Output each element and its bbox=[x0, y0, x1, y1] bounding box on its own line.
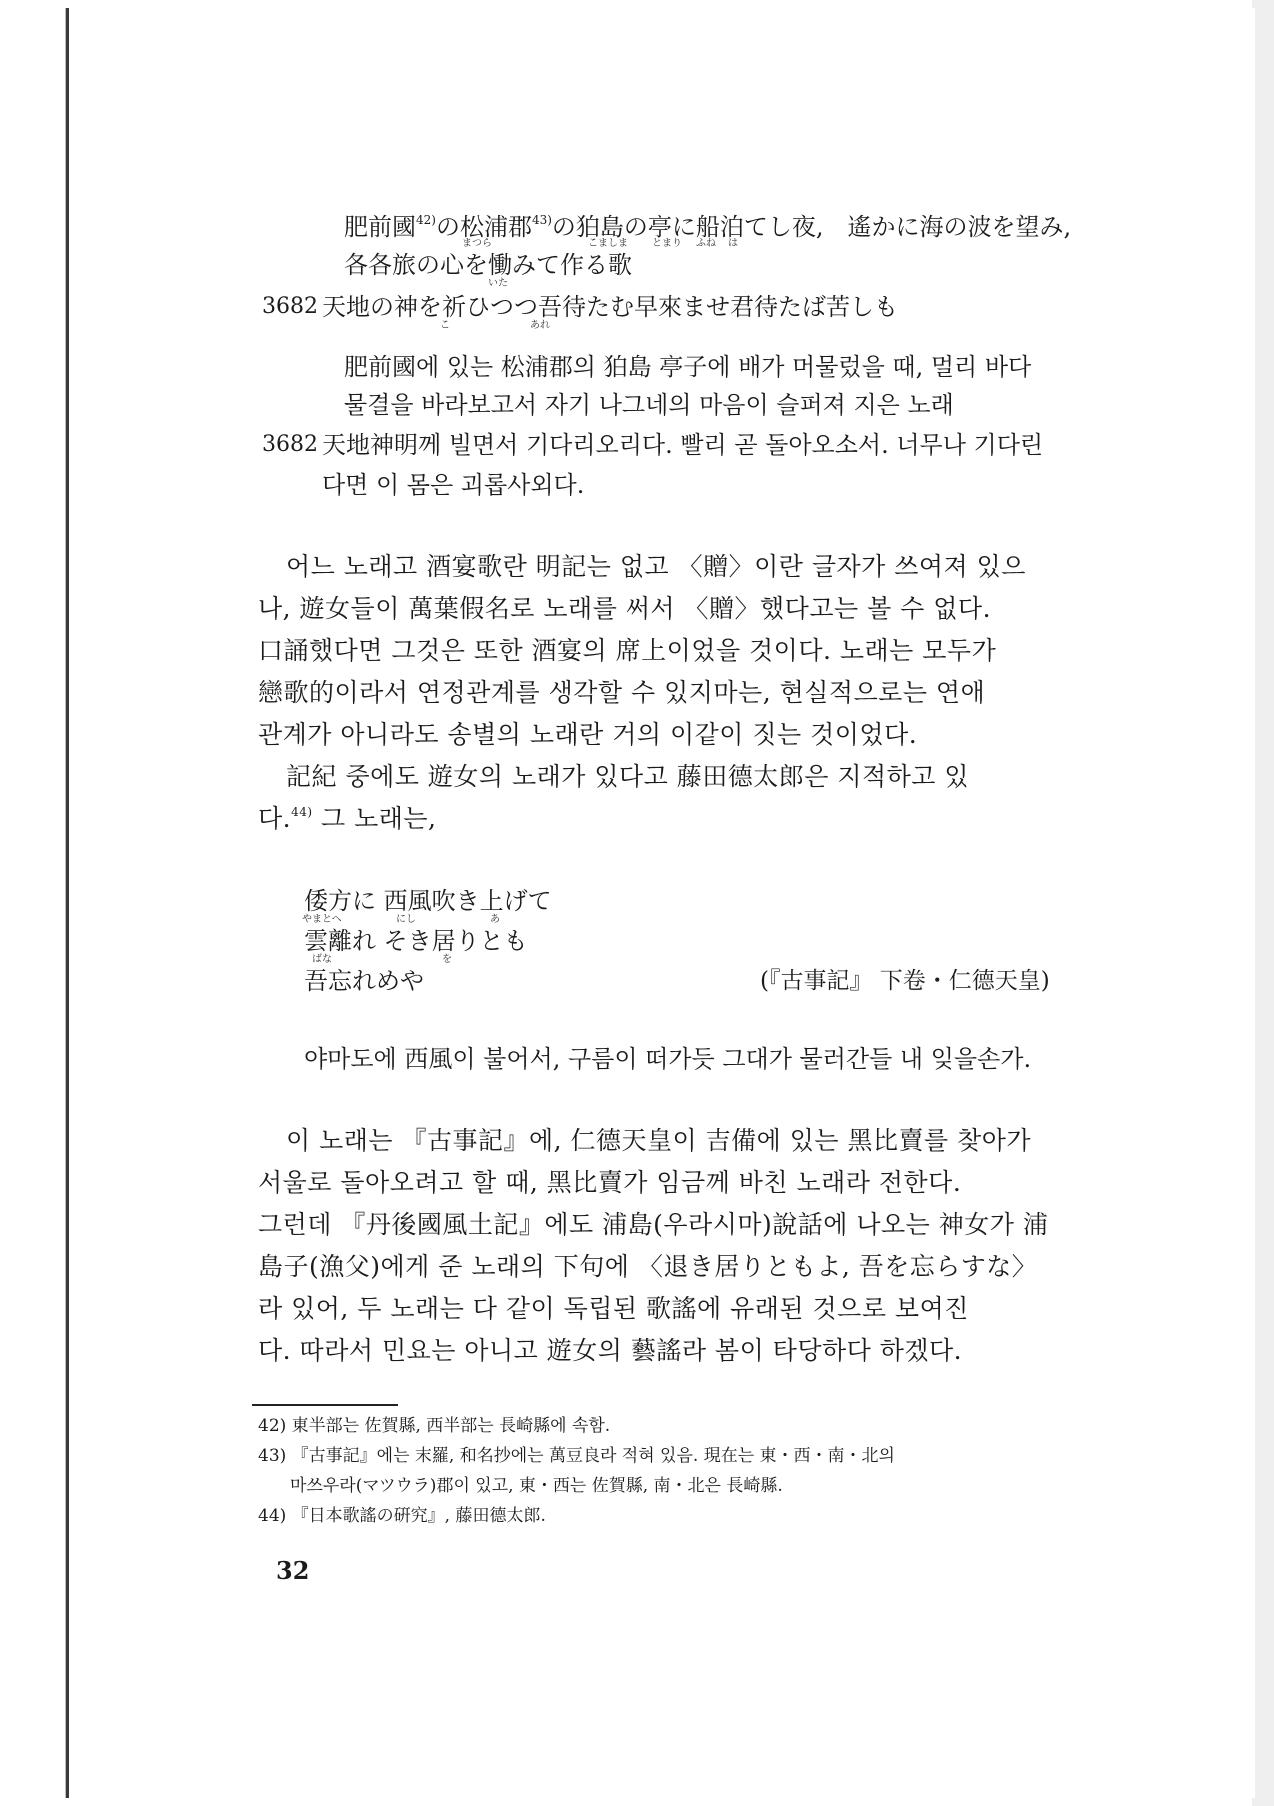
translation1-line1: 肥前國에 있는 松浦郡의 狛島 亭子에 배가 머물렀을 때, 멀리 바다 bbox=[344, 353, 1032, 381]
footnote-ref-44: 44) bbox=[291, 804, 313, 819]
ruby-a: あ bbox=[490, 914, 500, 925]
para1-line: 관계가 아니라도 송별의 노래란 거의 이같이 짓는 것이었다. bbox=[258, 720, 918, 749]
page-edge bbox=[1252, 0, 1274, 1806]
ruby-ko: こ bbox=[440, 320, 450, 331]
ruby-are: あれ bbox=[530, 320, 550, 331]
poem-number: 3682 bbox=[262, 294, 318, 319]
poem2-line1: 倭方に 西風吹き上げて bbox=[304, 887, 552, 915]
footnote-divider bbox=[252, 1404, 398, 1406]
poem2-credit: (『古事記』 下卷・仁德天皇) bbox=[760, 968, 1050, 994]
para1-line: 口誦했다면 그것은 또한 酒宴의 席上이었을 것이다. 노래는 모두가 bbox=[258, 636, 997, 665]
book-page bbox=[66, 8, 1255, 1798]
poem2-line2: 雲離れ そき居りとも bbox=[304, 927, 528, 955]
para2-line: 이 노래는 『古事記』에, 仁德天皇이 吉備에 있는 黑比賣를 찾아가 bbox=[286, 1126, 1032, 1155]
poem1-text: 天地の神を祈ひつつ吾待たむ早來ませ君待たば苦しも bbox=[322, 293, 898, 321]
ruby-matsura: まつら bbox=[462, 238, 492, 249]
translation1-line2: 물결을 바라보고서 자기 나그네의 마음이 슬퍼져 지은 노래 bbox=[344, 391, 954, 419]
translation-number: 3682 bbox=[262, 432, 318, 457]
para2-line: 다. 따라서 민요는 아니고 遊女의 藝謠라 봄이 타당하다 하겠다. bbox=[258, 1336, 963, 1365]
footnote-43: 43) 『古事記』에는 末羅, 和名抄에는 萬豆良라 적혀 있음. 現在는 東・西・南・北의 bbox=[258, 1446, 895, 1466]
translation1-line4: 다면 이 몸은 괴롭사외다. bbox=[322, 471, 585, 499]
para1-line: 나, 遊女들이 萬葉假名로 노래를 써서 〈贈〉했다고는 볼 수 없다. bbox=[258, 594, 992, 623]
para1-line: 記紀 중에도 遊女의 노래가 있다고 藤田德太郎은 지적하고 있 bbox=[286, 762, 970, 791]
footnote-ref-43: 43) bbox=[531, 213, 552, 227]
para1-line: 어느 노래고 酒宴歌란 明記는 없고 〈贈〉이란 글자가 쓰여져 있으 bbox=[286, 552, 1026, 581]
para1-line: 다.$^{44)}$ 그 노래는, bbox=[258, 804, 437, 833]
ruby-yamato: やまとへ bbox=[302, 914, 342, 925]
poem1-heading-line2: 各各旅の心を慟みて作る歌 bbox=[344, 251, 632, 279]
para1-line: 戀歌的이라서 연정관계를 생각할 수 있지마는, 현실적으로는 연애 bbox=[258, 678, 986, 707]
ruby-banare: ばな bbox=[312, 954, 332, 965]
footnote-44: 44) 『日本歌謠の硏究』, 藤田德太郎. bbox=[258, 1506, 546, 1526]
poem1-heading-line1: 肥前國$^{42)}$の松浦郡$^{43)}$の狛島の亭に船泊てし夜, 遙かに海の波を望み, bbox=[344, 213, 1072, 241]
footnote-43-cont: 마쓰우라(マツウラ)郡이 있고, 東・西는 佐賀縣, 南・北은 長崎縣. bbox=[290, 1476, 783, 1496]
para2-line: 島子(漁父)에게 준 노래의 下句에 〈退き居りともよ, 吾を忘らすな〉 bbox=[258, 1252, 1038, 1281]
ruby-komashima: こましま bbox=[588, 238, 628, 249]
poem2-line3: 吾忘れめや bbox=[304, 967, 424, 995]
para2-line: 그런데 『丹後國風土記』에도 浦島(우라시마)說話에 나오는 神女가 浦 bbox=[258, 1210, 1049, 1239]
ruby-nishi: にし bbox=[396, 914, 416, 925]
translation2: 야마도에 西風이 불어서, 구름이 떠가듯 그대가 물러간들 내 잊을손가. bbox=[304, 1045, 1032, 1073]
ruby-ha: は bbox=[728, 238, 738, 249]
footnote-ref-42: 42) bbox=[416, 213, 436, 227]
translation1-line3: 天地神明께 빌면서 기다리오리다. 빨리 곧 돌아오소서. 너무나 기다린 bbox=[322, 431, 1044, 459]
ruby-fune: ふね bbox=[696, 238, 716, 249]
ruby-tomari: とまり bbox=[652, 238, 682, 249]
footnote-42: 42) 東半部는 佐賀縣, 西半部는 長崎縣에 속함. bbox=[258, 1416, 611, 1436]
para2-line: 라 있어, 두 노래는 다 같이 독립된 歌謠에 유래된 것으로 보여진 bbox=[258, 1294, 969, 1323]
ruby-wo: を bbox=[442, 954, 452, 965]
page-number: 32 bbox=[276, 1556, 310, 1585]
ruby-ita: いた bbox=[488, 278, 508, 289]
para2-line: 서울로 돌아오려고 할 때, 黑比賣가 임금께 바친 노래라 전한다. bbox=[258, 1168, 962, 1197]
